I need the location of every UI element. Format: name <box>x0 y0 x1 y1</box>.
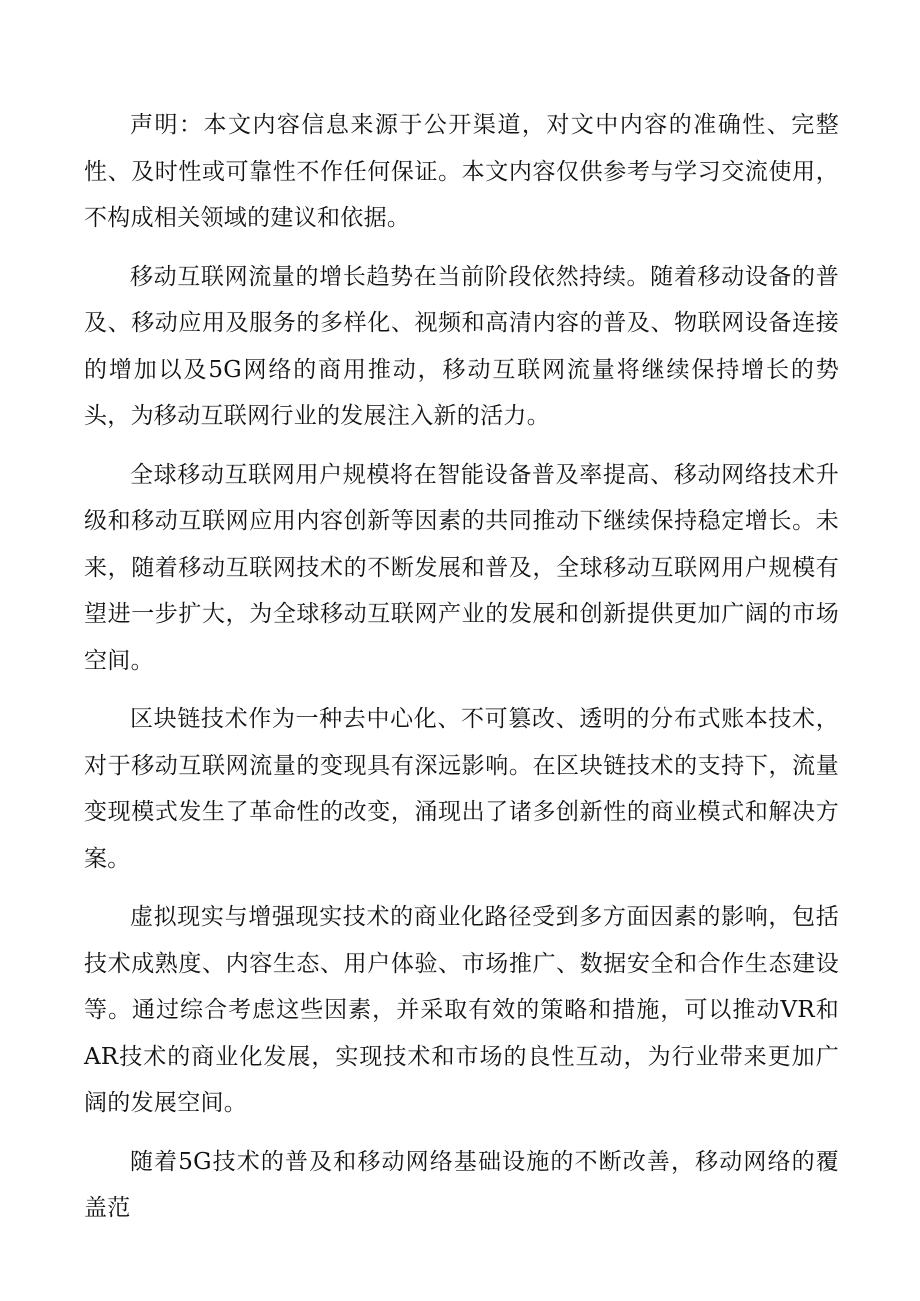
paragraph-disclaimer: 声明：本文内容信息来源于公开渠道，对文中内容的准确性、完整性、及时性或可靠性不作任何保证。本文内容仅供参考与学习交流使用，不构成相关领域的建议和依据。 <box>84 112 839 231</box>
paragraph-user-scale: 全球移动互联网用户规模将在智能设备普及率提高、移动网络技术升级和移动互联网应用内容创新等因素的共同推动下继续保持稳定增长。未来，随着移动互联网技术的不断发展和普及，全球移动互联网用户规模有望进一步扩大，为全球移动互联网产业的发展和创新提供更加广阔的市场空间。 <box>84 461 839 674</box>
paragraph-5g: 随着5G技术的普及和移动网络基础设施的不断改善，移动网络的覆盖范 <box>84 1148 839 1221</box>
paragraph-vr-ar: 虚拟现实与增强现实技术的商业化路径受到多方面因素的影响，包括技术成熟度、内容生态、用户体验、市场推广、数据安全和合作生态建设等。通过综合考虑这些因素，并采取有效的策略和措施，可以推动VR和AR技术的商业化发展，实现技术和市场的良性互动，为行业带来更加广阔的发展空间。 <box>84 904 839 1116</box>
paragraph-traffic-growth: 移动互联网流量的增长趋势在当前阶段依然持续。随着移动设备的普及、移动应用及服务的多样化、视频和高清内容的普及、物联网设备连接的增加以及5G网络的商用推动，移动互联网流量将继续保持增长的势头，为移动互联网行业的发展注入新的活力。 <box>84 263 839 429</box>
paragraph-blockchain: 区块链技术作为一种去中心化、不可篡改、透明的分布式账本技术，对于移动互联网流量的变现具有深远影响。在区块链技术的支持下，流量变现模式发生了革命性的改变，涌现出了诸多创新性的商业模式和解决方案。 <box>84 706 839 872</box>
document-body <box>84 102 839 1244</box>
